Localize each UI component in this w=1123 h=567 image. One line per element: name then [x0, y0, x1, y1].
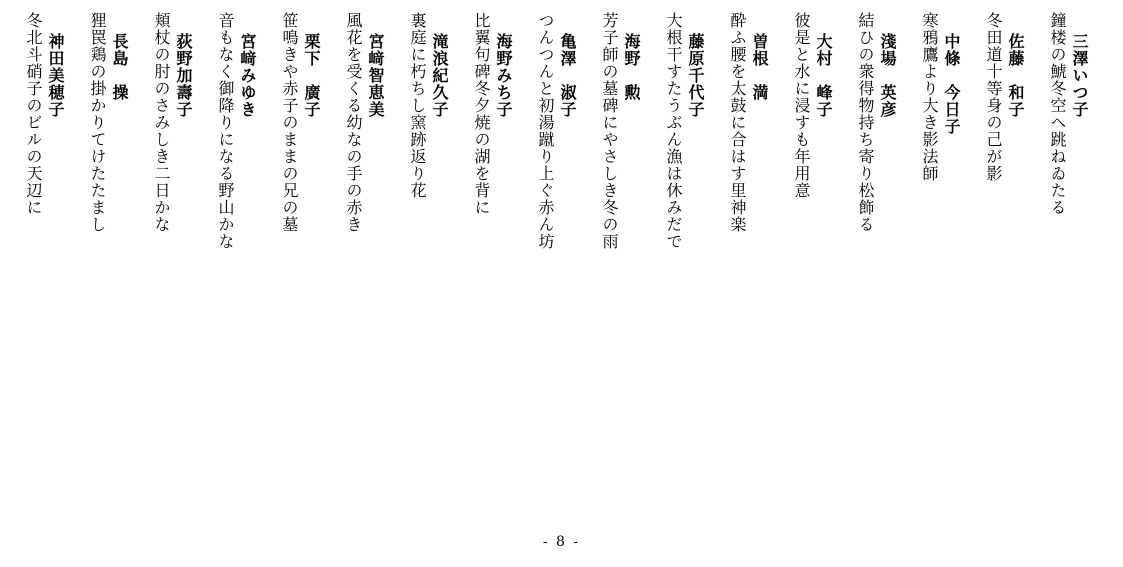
- haiku-verse: 芳子師の墓碑にやさしき冬の雨: [600, 12, 619, 250]
- author-name: 栗下 廣子: [302, 33, 321, 118]
- author-name: 三澤いつ子: [1070, 33, 1089, 118]
- haiku-verse: 寒鴉鷹より大き影法師: [920, 12, 939, 182]
- haiku-verse: 比翼句碑冬夕焼の湖を背に: [472, 12, 491, 216]
- haiku-verse: 笹鳴きや赤子のままの兄の墓: [280, 12, 299, 233]
- haiku-entry-2: [983, 12, 1025, 182]
- haiku-verse: 大根干すたうぶん漁は休みだで: [664, 12, 683, 250]
- haiku-verse: 裏庭に朽ちし窯跡返り花: [408, 12, 427, 199]
- haiku-entry-9: [535, 12, 577, 250]
- haiku-verse: 結ひの衆得物持ち寄り松飾る: [856, 12, 875, 233]
- author-name: 海野みち子: [494, 33, 513, 118]
- haiku-verse: 鐘楼の鯱冬空へ跳ねゐたる: [1048, 12, 1067, 216]
- haiku-verse: 風花を受くる幼なの手の赤き: [344, 12, 363, 233]
- haiku-entry-17: [23, 12, 65, 216]
- haiku-verse: 彼是と水に浸すも年用意: [792, 12, 811, 199]
- author-name: 佐藤 和子: [1006, 33, 1025, 118]
- author-name: 宮﨑みゆき: [238, 33, 257, 118]
- haiku-entry-3: [919, 12, 961, 182]
- haiku-entry-13: [279, 12, 321, 233]
- author-name: 亀澤 淑子: [558, 33, 577, 118]
- page-number: - 8 -: [542, 534, 581, 550]
- author-name: 大村 峰子: [814, 33, 833, 118]
- haiku-list: [1, 12, 1089, 282]
- author-name: 藤原千代子: [686, 33, 705, 118]
- author-name: 宮﨑智恵美: [366, 33, 385, 118]
- haiku-entry-7: [663, 12, 705, 250]
- haiku-entry-4: [855, 12, 897, 233]
- haiku-entry-16: [87, 12, 129, 233]
- haiku-entry-14: [215, 12, 257, 250]
- haiku-entry-5: [791, 12, 833, 199]
- haiku-entry-6: [727, 12, 769, 233]
- haiku-entry-1: [1047, 12, 1089, 216]
- author-name: 滝浪紀久子: [430, 33, 449, 118]
- author-name: 神田美穂子: [46, 33, 65, 118]
- author-name: 荻野加壽子: [174, 33, 193, 118]
- haiku-verse: 音もなく御降りになる野山かな: [216, 12, 235, 250]
- haiku-verse: 狸罠鶏の掛かりてけたたまし: [88, 12, 107, 233]
- haiku-verse: 冬田道十等身の己が影: [984, 12, 1003, 182]
- author-name: 中條 今日子: [942, 33, 961, 135]
- haiku-entry-12: [343, 12, 385, 233]
- haiku-verse: 酔ふ腰を太鼓に合はす里神楽: [728, 12, 747, 233]
- haiku-entry-8: [599, 12, 641, 250]
- haiku-entry-10: [471, 12, 513, 216]
- haiku-verse: つんつんと初湯蹴り上ぐ赤ん坊: [536, 12, 555, 250]
- author-name: 淺場 英彦: [878, 33, 897, 118]
- author-name: 海野 勲: [622, 33, 641, 101]
- author-name: 曽根 満: [750, 33, 769, 101]
- haiku-verse: 頬杖の肘のさみしき二日かな: [152, 12, 171, 233]
- haiku-verse: 冬北斗硝子のビルの天辺に: [24, 12, 43, 216]
- author-name: 長島 操: [110, 33, 129, 101]
- haiku-entry-11: [407, 12, 449, 199]
- haiku-entry-15: [151, 12, 193, 233]
